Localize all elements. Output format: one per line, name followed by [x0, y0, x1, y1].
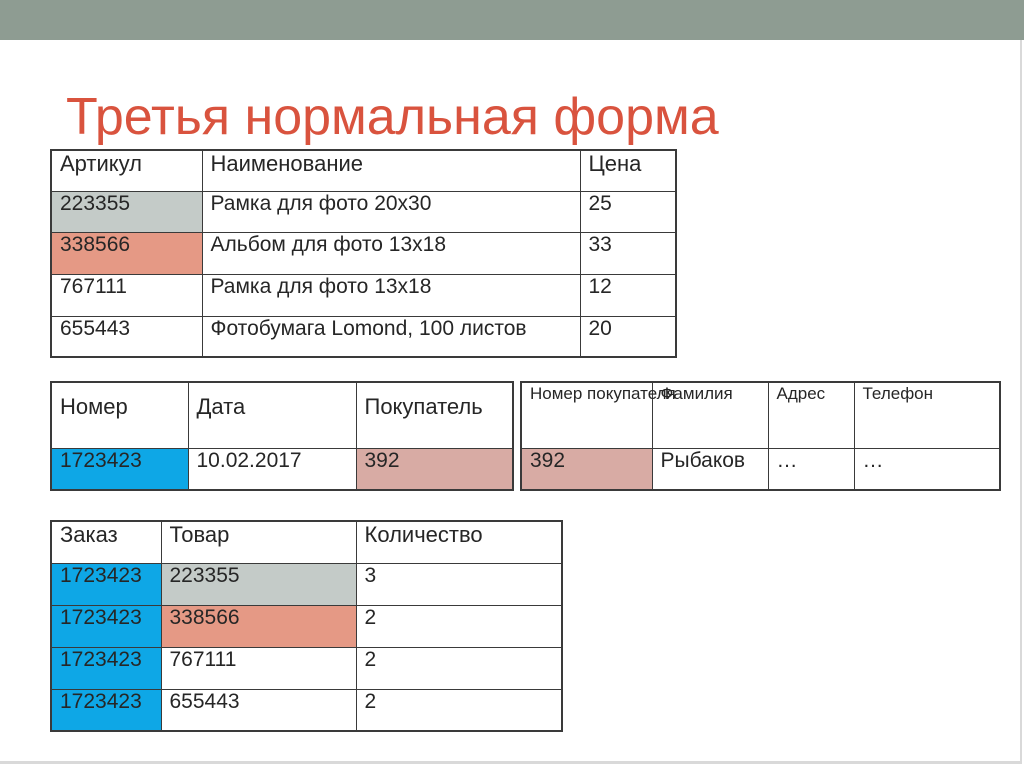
table-cell: 338566: [51, 232, 202, 274]
products-table: [50, 149, 677, 358]
header-cell: Фамилия: [652, 382, 768, 448]
table-cell: 223355: [161, 563, 356, 605]
table-cell: 2: [356, 605, 562, 647]
table-cell: 20: [580, 316, 676, 357]
header-cell: Артикул: [51, 150, 202, 191]
table-cell: 1723423: [51, 448, 188, 490]
table-cell: 2: [356, 647, 562, 689]
table-cell: 1723423: [51, 689, 161, 731]
table-cell: 767111: [161, 647, 356, 689]
header-cell: Количество: [356, 521, 562, 563]
order-lines-table: [50, 520, 563, 732]
table-cell: 1723423: [51, 647, 161, 689]
table-cell: 392: [521, 448, 652, 490]
table-cell: 2: [356, 689, 562, 731]
table-header-row: [51, 382, 513, 448]
header-cell: Цена: [580, 150, 676, 191]
orders-table: [50, 381, 514, 491]
table-cell: 338566: [161, 605, 356, 647]
table-cell: 25: [580, 191, 676, 232]
header-cell: Покупатель: [356, 382, 513, 448]
customers-table: [520, 381, 1001, 491]
table-row: [51, 448, 513, 490]
table-row: [51, 274, 676, 316]
table-cell: 33: [580, 232, 676, 274]
header-cell: Адрес: [768, 382, 854, 448]
table-cell: Фотобумага Lomond, 100 листов: [202, 316, 580, 357]
table-row: [51, 316, 676, 357]
table-cell: Рамка для фото 13х18: [202, 274, 580, 316]
table-header-row: [51, 150, 676, 191]
table-cell: …: [854, 448, 1000, 490]
table-cell: 392: [356, 448, 513, 490]
table-cell: 1723423: [51, 605, 161, 647]
table-row: [51, 191, 676, 232]
header-cell: Заказ: [51, 521, 161, 563]
top-bar: [0, 0, 1024, 40]
header-cell: Наименование: [202, 150, 580, 191]
table-row: [521, 448, 1000, 490]
table-cell: 3: [356, 563, 562, 605]
table-row: [51, 563, 562, 605]
table-row: [51, 605, 562, 647]
table-row: [51, 647, 562, 689]
slide-title: Третья нормальная форма: [66, 88, 719, 146]
table-cell: …: [768, 448, 854, 490]
table-cell: 655443: [161, 689, 356, 731]
table-cell: 655443: [51, 316, 202, 357]
table-cell: 1723423: [51, 563, 161, 605]
header-cell: Товар: [161, 521, 356, 563]
table-row: [51, 232, 676, 274]
header-cell: Номер покупателя: [521, 382, 652, 448]
table-cell: 767111: [51, 274, 202, 316]
table-cell: Рыбаков: [652, 448, 768, 490]
table-header-row: [521, 382, 1000, 448]
table-cell: Рамка для фото 20х30: [202, 191, 580, 232]
table-row: [51, 689, 562, 731]
table-cell: 10.02.2017: [188, 448, 356, 490]
table-cell: 12: [580, 274, 676, 316]
table-cell: Альбом для фото 13х18: [202, 232, 580, 274]
header-cell: Номер: [51, 382, 188, 448]
header-cell: Дата: [188, 382, 356, 448]
header-cell: Телефон: [854, 382, 1000, 448]
table-cell: 223355: [51, 191, 202, 232]
table-header-row: [51, 521, 562, 563]
